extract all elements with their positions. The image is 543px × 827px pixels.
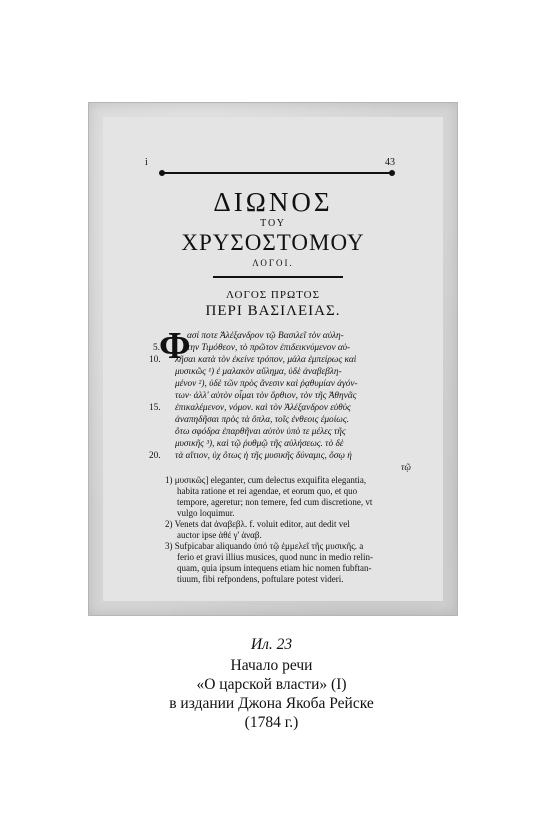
drop-cap: Φ [159,325,191,367]
footnote-line: quam, quia ipsum intequens etiam hic nomen fubftan- [177,563,372,573]
footnote-line: habita ratione et rei agendae, et eorum quo, et quo [177,486,358,496]
caption-line-3: в издании Джона Якоба Рейске [169,695,374,712]
page-number-left: i [145,157,148,168]
text-line: των· ἀλλ' αὐτὸν οἶμαι τὸν ὄρθιον, τὸν τῆς Ἀθηνᾶς [175,391,357,401]
title-rule [213,276,343,278]
text-line: ἐπικαλέμενον, νόμον. καὶ τὸν Ἀλέξανδρον εὐθὺς [175,403,351,413]
title-line-2: ΤΟΥ [260,218,286,229]
footnote-line: tiuum, fibi refpondens, poftulare potest videri. [177,574,344,584]
figure-number: Ил. 23 [250,636,293,653]
footnote-line: vulgo loquimur. [177,508,235,518]
footnote-line: auctor ipse ἀθέ γ' ἀναβ. [177,530,262,540]
line-number: 5. [153,343,160,353]
text-line: λῆσαι κατὰ τὸν ἐκείνε τρόπον, μάλα ἐμπείρως καὶ [175,355,357,365]
footnote-line: 3) Sufpicabar aliquando ὑπό τῷ ἐμμελεῖ τῆς μυσικῆς. a [165,541,364,551]
book-page-image [88,102,458,616]
text-line: τὰ αἴτιον, ὐχ ὅτως ἡ τῆς μυσικῆς δύναμις, ὅσῳ ἡ [175,451,352,461]
footnote-line: 1) μυσικῶς] eleganter, cum delectus exquifita elegantia, [165,475,367,485]
title-line-3: ΧΡΥΣΟΣΤΟΜΟΥ [181,230,365,255]
subtitle-line-1: ΛΟΓΟΣ ΠΡΩΤΟΣ [225,289,321,301]
catchword: τῷ [401,463,411,473]
caption-line-1: Начало речи [230,657,313,674]
text-line: μυσικῆς ³), καὶ τῷ ῥυθμῷ τῆς αὐλήσεως. τὸ δὲ [175,439,344,449]
line-number: 20. [149,451,161,461]
printed-page [103,117,443,601]
line-number: 10. [149,355,161,365]
caption-line-2: «О царской власти» (I) [196,676,347,693]
text-line: την Τιμόθεον, τὸ πρῶτον ἐπιδεικνύμενον αὐ- [187,343,351,353]
text-line: μυσικῶς ¹) ἐ μαλακὸν αὔλημα, ὐδὲ ἀναβεβλη- [175,367,342,377]
page-number-right: 43 [385,157,395,168]
text-line: ἀναπηδῆσαι πρὸς τὰ ὅπλα, τοῖς ἐνθεοις ἐμοίως. [175,415,349,425]
text-line: ασί ποτε Ἀλέξανδρον τῷ Βασιλεῖ τὸν αὐλη- [187,331,344,341]
title-line-1: ΔΙΩΝΟΣ [213,187,333,217]
line-number: 15. [149,403,161,413]
title-line-4: ΛΟΓΟΙ. [252,258,294,268]
text-line: ὅτω σφόδρα ἐπαρθῆναι αὐτὸν ὑπὸ τε μέλες τῆς [175,427,346,437]
subtitle-line-2: ΠΕΡΙ ΒΑΣΙΛΕΙΑΣ. [205,303,341,319]
top-ornamental-rule [163,172,391,174]
footnote-line: tempore, ageretur; non temere, fed cum discretione, vt [177,497,373,507]
caption-line-4: (1784 г.) [244,714,299,731]
text-line: μένον ²), ὐδὲ τῶν πρὸς ἄνεσιν καὶ ῥᾳθυμίαν ἀγόν- [175,379,358,389]
footnote-line: ferio et gravi illius musices, quod nunc in medio relin- [177,552,373,562]
footnote-line: 2) Venets dat ἀναβεβλ. f. voluit editor, aut dedit vel [165,519,350,529]
